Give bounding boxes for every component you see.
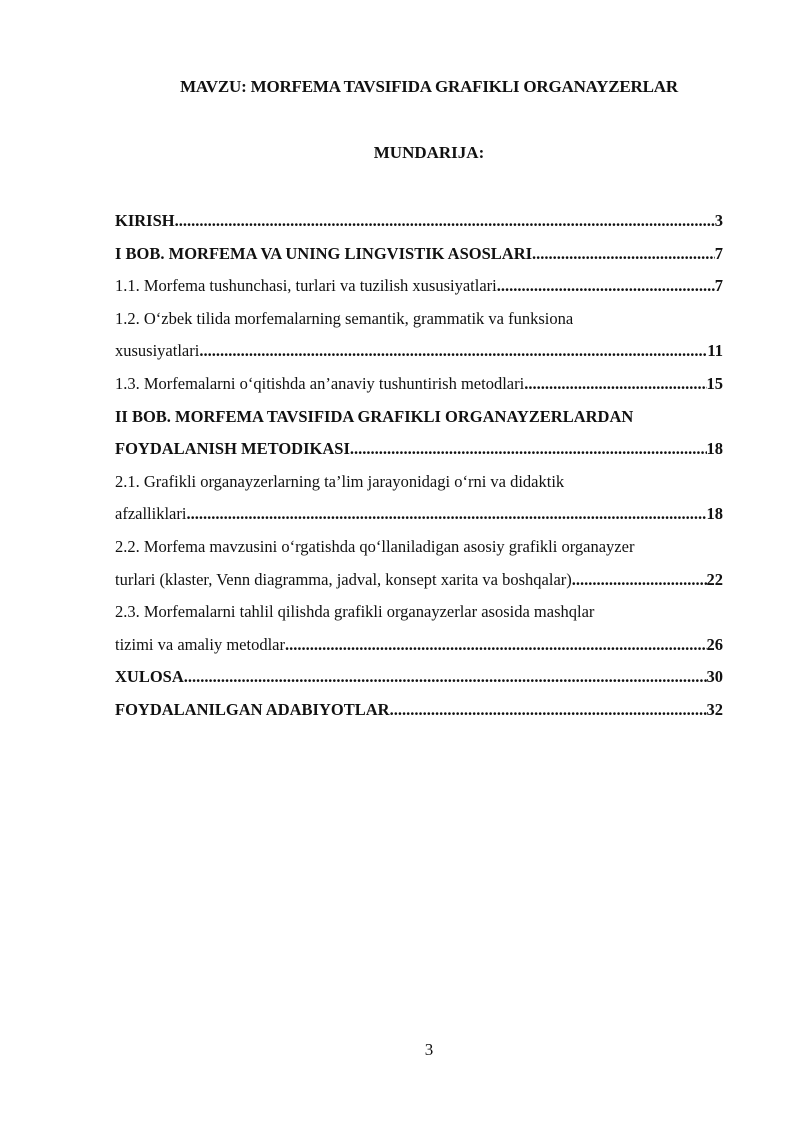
toc-entry-title: I BOB. MORFEMA VA UNING LINGVISTIK ASOSLARI: [115, 243, 533, 263]
toc-leader-dots: [532, 238, 715, 271]
toc-entry-chapter-1: [115, 238, 723, 271]
toc-entry-page: 7: [714, 243, 723, 263]
toc-entry-page: 15: [706, 373, 723, 393]
toc-leader-dots: [497, 270, 715, 303]
toc-entry-title: 1.3. Morfemalarni o‘qitishda an’anaviy tushuntirish metodlari: [115, 373, 525, 393]
toc-leader-dots: [285, 629, 707, 662]
toc-leader-dots: [524, 368, 706, 401]
toc-entry-conclusion: [115, 661, 723, 694]
toc-entry-chapter-2: [115, 433, 723, 466]
toc-entry-chapter-2-line1: II BOB. MORFEMA TAVSIFIDA GRAFIKLI ORGANAYZERLARDAN: [115, 406, 634, 426]
toc-entry-title: tizimi va amaliy metodlar: [115, 634, 285, 654]
toc-entry-section-1-3: [115, 368, 723, 401]
toc-entry-title: FOYDALANISH METODIKASI: [115, 439, 350, 459]
toc-entry-section-2-2: [115, 564, 723, 597]
toc-leader-dots: [175, 205, 715, 238]
toc-entry-section-2-2-line1: 2.2. Morfema mavzusini o‘rgatishda qo‘llaniladigan asosiy grafikli organayzer: [115, 536, 635, 556]
toc-entry-page: 26: [706, 634, 723, 654]
toc-entry-title: turlari (klaster, Venn diagramma, jadval, konsept xarita va boshqalar): [115, 569, 572, 589]
toc-entry-title: KIRISH: [115, 211, 175, 230]
toc-entry-page: 18: [706, 439, 723, 459]
table-of-contents: [115, 205, 723, 727]
toc-leader-dots: [184, 661, 707, 694]
contents-heading: MUNDARIJA:: [373, 143, 485, 162]
toc-leader-dots: [186, 498, 706, 531]
page-number: 3: [424, 1040, 434, 1059]
toc-entry-page: 32: [706, 699, 723, 719]
toc-entry-section-2-3: [115, 629, 723, 662]
toc-leader-dots: [350, 433, 707, 466]
toc-entry-title: FOYDALANILGAN ADABIYOTLAR: [115, 699, 390, 719]
toc-entry-page: 22: [706, 569, 723, 589]
toc-entry-title: xususiyatlari: [115, 341, 200, 361]
toc-leader-dots: [572, 564, 707, 597]
toc-entry-section-1-2-line1: 1.2. O‘zbek tilida morfemalarning semantik, grammatik va funksiona: [115, 308, 574, 328]
toc-entry-section-1-2: [115, 335, 723, 368]
toc-entry-page: 30: [706, 667, 723, 687]
toc-entry-title: afzalliklari: [115, 504, 187, 524]
toc-entry-references: [115, 694, 723, 727]
toc-leader-dots: [199, 335, 707, 368]
toc-entry-title: 1.1. Morfema tushunchasi, turlari va tuzilish xususiyatlari: [115, 276, 497, 296]
toc-entry-section-2-1: [115, 498, 723, 531]
toc-entry-page: 3: [714, 211, 723, 230]
toc-entry-section-2-3-line1: 2.3. Morfemalarni tahlil qilishda grafikli organayzerlar asosida mashqlar: [115, 602, 595, 622]
document-topic: MAVZU: MORFEMA TAVSIFIDA GRAFIKLI ORGANAYZERLAR: [180, 77, 678, 96]
toc-entry-title: XULOSA: [115, 667, 184, 687]
toc-entry-section-1-1: [115, 270, 723, 303]
toc-entry-introduction: [115, 205, 723, 238]
toc-entry-page: 7: [714, 276, 723, 296]
toc-leader-dots: [390, 694, 707, 727]
toc-entry-page: 18: [706, 504, 723, 524]
toc-entry-page: 11: [707, 341, 723, 361]
toc-entry-section-2-1-line1: 2.1. Grafikli organayzerlarning ta’lim jarayonidagi o‘rni va didaktik: [115, 471, 565, 491]
